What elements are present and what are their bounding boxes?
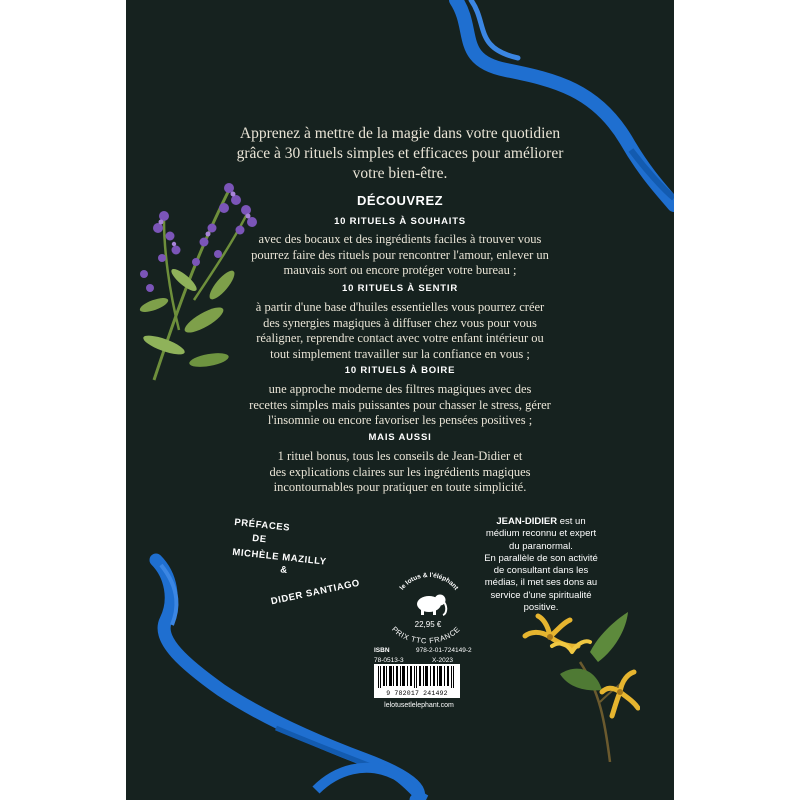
section-text-boire: [126, 382, 674, 429]
ylang-flower-illustration: [520, 612, 640, 762]
author-bio-line: En parallèle de son activité: [484, 552, 598, 564]
discover-title: DÉCOUVREZ: [356, 193, 444, 208]
section-heading-souhaits: 10 RITUELS À SOUHAITS: [334, 216, 466, 227]
section-text-sentir: [126, 300, 674, 362]
text-line: à partir d'une base d'huiles essentielles vous pourrez créer: [255, 300, 545, 314]
prefaces-line: MICHÈLE MAZILLY: [231, 546, 328, 568]
svg-text:le lotus & l'éléphant: [399, 572, 460, 592]
prefaces-line: PRÉFACES: [233, 516, 291, 534]
author-bio-line: médium reconnu et expert: [485, 528, 597, 540]
section-heading-boire: 10 RITUELS À BOIRE: [344, 365, 456, 376]
author-name: JEAN-DIDIER: [496, 516, 558, 527]
publisher-website: lelotusetlelephant.com: [384, 702, 454, 709]
price-value: 22,95 €: [414, 620, 442, 629]
section-text-mais-aussi: [126, 449, 674, 496]
text-line: l'insomnie ou encore favoriser les pensées positives ;: [267, 413, 533, 428]
prefaces-line: DE: [251, 532, 268, 546]
prefaces-credit: [230, 516, 370, 608]
section-text-souhaits: [126, 232, 674, 279]
author-bio-line: du paranormal.: [509, 540, 573, 552]
book-back-cover: [126, 0, 674, 800]
intro-line: grâce à 30 rituels simples et efficaces pour améliorer: [236, 145, 564, 162]
reference-number: 78-0513-3: [374, 657, 404, 664]
intro-line: Apprenez à mettre de la magie dans votre quotidien: [239, 125, 561, 142]
publisher-arc-text: le lotus & l'éléphant: [398, 571, 460, 592]
text-line: 1 rituel bonus, tous les conseils de Jean-Didier et: [277, 449, 523, 463]
barcode-digits: 9 782017 241492: [386, 690, 448, 697]
svg-text:PRIX TTC FRANCE: [390, 625, 462, 646]
text-line: une approche moderne des filtres magiques avec des: [268, 382, 532, 396]
barcode-bars: [378, 666, 456, 688]
section-heading-sentir: 10 RITUELS À SENTIR: [341, 283, 459, 294]
barcode: [374, 664, 460, 698]
price-label: PRIX TTC FRANCE: [390, 624, 462, 646]
edition-code: X-2023: [432, 657, 453, 664]
author-bio: [466, 516, 616, 614]
intro-line: votre bien-être.: [352, 165, 448, 182]
text-line: avec des bocaux et des ingrédients faciles à trouver vous: [258, 232, 542, 246]
text-line: tout simplement travailler sur la confiance en vous ;: [270, 346, 530, 361]
author-bio-line: service d'une spiritualité: [490, 589, 592, 601]
isbn-label: ISBN: [374, 647, 390, 654]
author-bio-line: médias, il met ses dons au: [484, 577, 598, 589]
text-line: des explications claires sur les ingrédients magiques: [269, 464, 531, 479]
author-bio-line: positive.: [523, 602, 559, 614]
author-bio-text: est un: [557, 516, 586, 527]
prefaces-line: DIDER SANTIAGO: [269, 577, 362, 608]
section-heading-mais-aussi: MAIS AUSSI: [368, 432, 432, 443]
text-line: mauvais sort ou encore protéger votre bureau ;: [283, 263, 517, 278]
intro-text: [126, 124, 674, 184]
text-line: incontournables pour pratiquer en toute simplicité.: [273, 480, 527, 495]
text-line: réaligner, reprendre contact avec votre enfant intérieur ou: [256, 331, 544, 346]
isbn-number: 978-2-01-724149-2: [416, 647, 472, 654]
prefaces-line: &: [279, 564, 289, 577]
publisher-elephant-logo: [388, 570, 470, 620]
author-bio-line: de consultant dans les: [493, 565, 589, 577]
text-line: pourrez faire des rituels pour rencontrer l'amour, enlever un: [251, 247, 549, 262]
text-line: des synergies magiques à diffuser chez vous pour vous: [263, 315, 537, 330]
text-line: recettes simples mais puissantes pour chasser le stress, gérer: [249, 397, 551, 412]
